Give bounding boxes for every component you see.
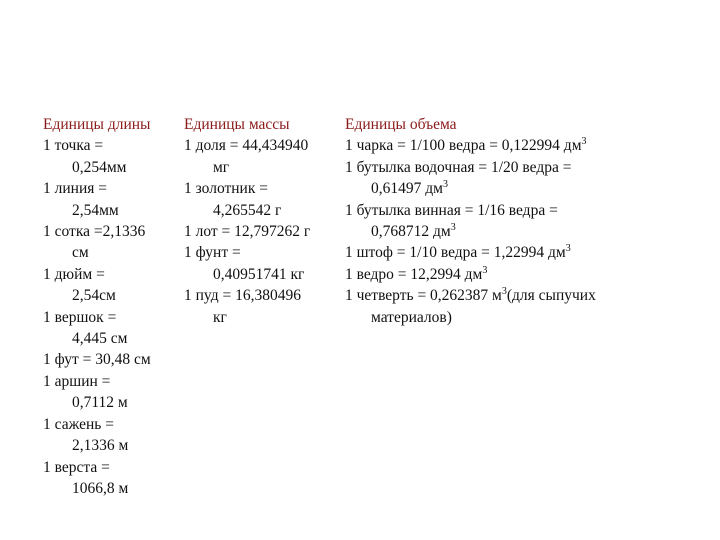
unit-entry-line: [184, 221, 342, 242]
unit-entry-line: [43, 414, 183, 435]
unit-entry-text: 1 фут = 30,48 см: [43, 351, 151, 369]
unit-entry-continuation: [43, 392, 183, 413]
unit-entry-text: 1 сажень =: [43, 415, 114, 433]
length-units-column: [43, 114, 183, 499]
unit-entry: [43, 414, 183, 457]
unit-entry-continuation: [43, 328, 183, 349]
unit-entry: [184, 221, 342, 242]
unit-entry: [43, 221, 183, 264]
unit-entry: [43, 135, 183, 178]
unit-entry-continuation: [345, 307, 717, 328]
unit-entry-line: [345, 285, 717, 306]
length-units-heading: Единицы длины: [43, 116, 151, 133]
unit-entry-continuation: [345, 221, 717, 242]
unit-entry-text: 1 сотка =2,1336: [43, 223, 146, 241]
unit-entry: [345, 264, 717, 285]
unit-entry-value: 4,445 см: [72, 330, 128, 348]
unit-entry-continuation: [43, 242, 183, 263]
unit-entry: [43, 178, 183, 221]
unit-entry-value: 1066,8 м: [72, 479, 129, 497]
unit-entry-text: 1 вершок =: [43, 308, 117, 326]
unit-entry: [345, 200, 717, 243]
unit-entry-value: мг: [213, 158, 230, 176]
unit-entry-value: 0,768712 дм: [371, 223, 451, 241]
volume-units-list: [345, 135, 717, 328]
cubic-superscript: 3: [442, 179, 448, 191]
unit-entry-line: [43, 135, 183, 156]
unit-entry-text: 1 дюйм =: [43, 265, 105, 283]
unit-entry-tail: (для сыпучих: [506, 287, 596, 305]
mass-units-column: [184, 114, 342, 328]
unit-entry-value: 4,265542 г: [213, 201, 282, 219]
unit-entry-continuation: [43, 478, 183, 499]
unit-entry-line: [345, 242, 717, 263]
unit-entry-text: 1 фунт =: [184, 244, 241, 262]
unit-entry-line: [43, 178, 183, 199]
unit-entry: [184, 135, 342, 178]
unit-entry-value: 2,1336 м: [72, 437, 129, 455]
unit-entry-line: [345, 264, 717, 285]
unit-entry-continuation: [184, 157, 342, 178]
unit-entry-line: [184, 135, 342, 156]
mass-units-heading: Единицы массы: [184, 116, 290, 133]
unit-entry: [345, 157, 717, 200]
unit-entry-continuation: [43, 285, 183, 306]
unit-entry-text: 1 пуд = 16,380496: [184, 287, 301, 305]
cubic-superscript: 3: [482, 264, 488, 276]
unit-entry-line: [43, 457, 183, 478]
cubic-superscript: 3: [581, 136, 587, 148]
unit-entry-text: 1 аршин =: [43, 372, 111, 390]
unit-entry-continuation: [345, 178, 717, 199]
unit-entry-value: см: [72, 244, 89, 262]
unit-entry-text: 1 четверть = 0,262387 м: [345, 287, 502, 305]
cubic-superscript: 3: [501, 286, 507, 298]
unit-entry: [43, 264, 183, 307]
unit-entry-text: 1 бутылка винная = 1/16 ведра =: [345, 201, 558, 219]
unit-entry-line: [184, 178, 342, 199]
unit-entry-text: 1 доля = 44,434940: [184, 137, 309, 155]
volume-units-heading: Единицы объема: [345, 116, 457, 133]
unit-entry: [184, 178, 342, 221]
unit-entry-value: 0,40951741 кг: [213, 265, 305, 283]
unit-entry-value: 0,254мм: [72, 158, 127, 176]
unit-entry-value: 0,61497 дм: [371, 180, 443, 198]
unit-entry-value: 2,54см: [72, 287, 116, 305]
unit-entry-line: [43, 264, 183, 285]
unit-entry-line: [345, 157, 717, 178]
length-units-list: [43, 135, 183, 499]
unit-entry-text: 1 золотник =: [184, 180, 268, 198]
cubic-superscript: 3: [450, 222, 456, 234]
unit-entry-text: 1 лот = 12,797262 г: [184, 223, 311, 241]
unit-entry: [345, 135, 717, 156]
unit-entry-line: [345, 200, 717, 221]
volume-units-column: [345, 114, 717, 328]
unit-entry-text: 1 штоф = 1/10 ведра = 1,22994 дм: [345, 244, 566, 262]
unit-entry-text: 1 бутылка водочная = 1/20 ведра =: [345, 158, 572, 176]
unit-entry-line: [184, 242, 342, 263]
unit-entry-value: кг: [213, 308, 227, 326]
unit-entry-continuation: [184, 307, 342, 328]
unit-entry-text: 1 верста =: [43, 458, 110, 476]
unit-entry-line: [184, 285, 342, 306]
unit-entry-line: [43, 221, 183, 242]
unit-entry: [184, 242, 342, 285]
unit-entry-text: 1 ведро = 12,2994 дм: [345, 265, 483, 283]
unit-entry: [345, 242, 717, 263]
unit-entry-continuation: [43, 157, 183, 178]
unit-entry-line: [43, 371, 183, 392]
unit-entry-continuation: [184, 200, 342, 221]
unit-entry: [184, 285, 342, 328]
unit-entry-line: [43, 307, 183, 328]
unit-entry-value: материалов): [371, 308, 452, 326]
unit-entry: [43, 371, 183, 414]
unit-entry: [345, 285, 717, 328]
unit-entry: [43, 349, 183, 370]
unit-entry-text: 1 точка =: [43, 137, 104, 155]
unit-entry-value: 2,54мм: [72, 201, 119, 219]
unit-entry-line: [345, 135, 717, 156]
unit-entry-continuation: [184, 264, 342, 285]
unit-entry-value: 0,7112 м: [72, 394, 128, 412]
mass-units-list: [184, 135, 342, 328]
unit-entry-text: 1 чарка = 1/100 ведра = 0,122994 дм: [345, 137, 582, 155]
unit-entry: [43, 457, 183, 500]
unit-entry: [43, 307, 183, 350]
cubic-superscript: 3: [565, 243, 571, 255]
unit-entry-text: 1 линия =: [43, 180, 107, 198]
unit-entry-line: [43, 349, 183, 370]
unit-entry-continuation: [43, 435, 183, 456]
unit-entry-continuation: [43, 200, 183, 221]
